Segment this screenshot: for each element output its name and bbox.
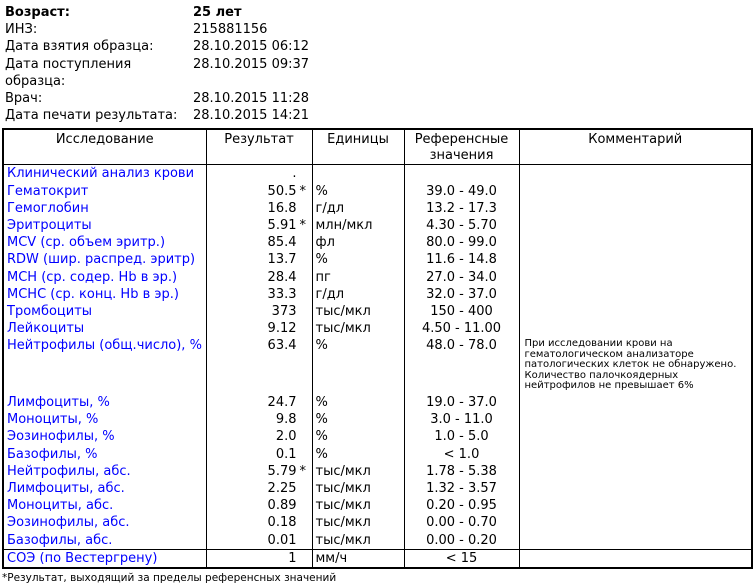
units-cell: % [312,337,404,394]
result-cell [206,303,312,320]
reference-range-cell: 80.0 - 99.0 [404,234,519,251]
test-name-cell: Эритроциты [3,217,206,234]
meta-label: Дата печати результата: [5,108,178,124]
reference-range-cell: 1.32 - 3.57 [404,480,519,497]
table-row [3,411,752,428]
result-value: 85.4 [267,235,297,251]
reference-range-cell: 32.0 - 37.0 [404,286,519,303]
result-cell [206,234,312,251]
comment-cell [519,217,752,234]
units-cell: тыс/мкл [312,514,404,531]
result-value: 2.0 [275,429,297,445]
units-cell [312,165,404,183]
comment-cell [519,532,752,550]
reference-range-cell: 48.0 - 78.0 [404,337,519,394]
units-cell: тыс/мкл [312,303,404,320]
table-row [3,217,752,234]
result-value: 373 [271,304,297,320]
table-row [3,463,752,480]
result-value: 13.7 [267,252,297,268]
test-name-cell: Базофилы, абс. [3,532,206,550]
units-cell: тыс/мкл [312,320,404,337]
result-value: 33.3 [267,286,297,302]
results-table-body [3,165,752,568]
table-row [3,286,752,303]
comment-cell [519,303,752,320]
out-of-range-flag: * [299,463,306,479]
test-name-cell: Тромбоциты [3,303,206,320]
test-name-cell: Нейтрофилы (общ.число), % [3,337,206,394]
result-value: 63.4 [267,338,297,354]
comment-cell [519,269,752,286]
table-row [3,514,752,531]
reference-range-cell: 4.50 - 11.00 [404,320,519,337]
test-name-cell: Лимфоциты, абс. [3,480,206,497]
result-cell [206,200,312,217]
reference-range-cell: < 1.0 [404,446,519,463]
test-name-cell: RDW (шир. распред. эритр) [3,251,206,268]
result-value: 0.1 [275,446,297,462]
meta-value: 28.10.2015 11:28 [193,91,310,107]
meta-label: Возраст: [5,5,70,20]
result-value: 1 [288,550,297,566]
result-cell [206,497,312,514]
reference-range-cell: < 15 [404,549,519,568]
table-row [3,337,752,394]
units-cell: тыс/мкл [312,480,404,497]
result-cell [206,514,312,531]
table-row [3,234,752,251]
meta-value: 25 лет [193,5,242,20]
comment-cell: При исследовании крови на гематологическом анализаторе патологических клеток не обнаружено. Количество палочкоядерных нейтрофилов не превышает 6% [519,337,752,394]
result-cell [206,480,312,497]
table-row [3,532,752,550]
result-value: 0.01 [267,532,297,548]
result-cell [206,446,312,463]
header-cell-comment: Комментарий [519,129,752,165]
meta-label: Дата взятия образца: [5,39,154,55]
units-cell: % [312,428,404,445]
table-row [3,269,752,286]
meta-row-sample-taken [5,38,753,55]
result-value: 9.12 [267,321,297,337]
reference-range-cell: 150 - 400 [404,303,519,320]
result-cell [206,337,312,394]
comment-cell [519,514,752,531]
table-row [3,549,752,568]
test-name-cell: СОЭ (по Вестергрену) [3,549,206,568]
result-value: . [292,166,297,182]
comment-cell [519,463,752,480]
meta-row-doctor [5,90,753,107]
table-row [3,165,752,183]
comment-cell [519,411,752,428]
table-row [3,303,752,320]
table-row [3,446,752,463]
comment-cell [519,200,752,217]
units-cell: г/дл [312,286,404,303]
comment-cell [519,286,752,303]
reference-range-cell: 11.6 - 14.8 [404,251,519,268]
results-table [2,128,753,569]
comment-cell [519,251,752,268]
footnote: *Результат, выходящий за пределы референсных значений [2,571,337,584]
test-name-cell: MCV (ср. объем эритр.) [3,234,206,251]
reference-range-cell: 0.00 - 0.70 [404,514,519,531]
reference-range-cell: 0.00 - 0.20 [404,532,519,550]
comment-cell [519,183,752,200]
test-name-cell: Лимфоциты, % [3,394,206,411]
comment-cell [519,446,752,463]
result-cell [206,549,312,568]
meta-value: 28.10.2015 09:37 [193,56,310,72]
meta-row-print-date [5,107,753,124]
meta-label: Дата поступления образца: [5,56,132,89]
units-cell: фл [312,234,404,251]
test-name-cell: Моноциты, абс. [3,497,206,514]
result-cell [206,286,312,303]
units-cell: % [312,251,404,268]
meta-row-sample-received [5,56,753,90]
units-cell: % [312,394,404,411]
result-cell [206,217,312,234]
meta-value: 215881156 [193,22,268,38]
meta-row-age [5,4,753,21]
comment-cell [519,480,752,497]
test-name-cell: Нейтрофилы, абс. [3,463,206,480]
results-table-header [3,129,752,165]
result-value: 2.25 [267,480,297,496]
units-cell: мм/ч [312,549,404,568]
meta-row-inz [5,21,753,38]
meta-label: ИНЗ: [5,22,38,38]
test-name-cell: Эозинофилы, % [3,428,206,445]
reference-range-cell: 13.2 - 17.3 [404,200,519,217]
result-cell [206,269,312,286]
out-of-range-flag: * [299,218,306,234]
reference-range-cell [404,165,519,183]
meta-label: Врач: [5,91,43,107]
table-row [3,183,752,200]
table-row [3,497,752,514]
test-name-cell: Гемоглобин [3,200,206,217]
table-row [3,251,752,268]
meta-value: 28.10.2015 06:12 [193,39,310,55]
result-value: 9.8 [275,412,297,428]
comment-cell [519,234,752,251]
result-cell [206,411,312,428]
report-header [0,0,753,124]
result-cell [206,463,312,480]
header-cell-test: Исследование [3,129,206,165]
units-cell: тыс/мкл [312,497,404,514]
header-row [3,129,752,165]
out-of-range-flag: * [299,183,306,199]
result-cell [206,532,312,550]
result-cell [206,320,312,337]
header-cell-reference: Референсные значения [404,129,519,165]
header-cell-units: Единицы [312,129,404,165]
units-cell: пг [312,269,404,286]
result-value: 24.7 [267,394,297,410]
reference-range-cell: 0.20 - 0.95 [404,497,519,514]
reference-range-cell: 19.0 - 37.0 [404,394,519,411]
table-row [3,394,752,411]
comment-cell [519,497,752,514]
units-cell: % [312,183,404,200]
result-cell [206,251,312,268]
header-cell-result: Результат [206,129,312,165]
test-name-cell: Гематокрит [3,183,206,200]
comment-cell [519,165,752,183]
meta-value: 28.10.2015 14:21 [193,108,310,124]
test-name-cell: Клинический анализ крови [3,165,206,183]
reference-range-cell: 1.78 - 5.38 [404,463,519,480]
comment-cell [519,320,752,337]
result-value: 5.91 [267,218,297,234]
comment-cell [519,394,752,411]
result-value: 28.4 [267,269,297,285]
test-name-cell: Моноциты, % [3,411,206,428]
result-value: 5.79 [267,463,297,479]
table-row [3,428,752,445]
result-value: 50.5 [267,183,297,199]
units-cell: % [312,446,404,463]
result-value: 0.18 [267,515,297,531]
result-cell [206,183,312,200]
reference-range-cell: 3.0 - 11.0 [404,411,519,428]
table-row [3,200,752,217]
comment-cell [519,549,752,568]
test-name-cell: Лейкоциты [3,320,206,337]
table-row [3,480,752,497]
result-cell [206,394,312,411]
reference-range-cell: 1.0 - 5.0 [404,428,519,445]
units-cell: тыс/мкл [312,532,404,550]
table-row [3,320,752,337]
units-cell: тыс/мкл [312,463,404,480]
test-name-cell: MCH (ср. содер. Hb в эр.) [3,269,206,286]
reference-range-cell: 39.0 - 49.0 [404,183,519,200]
reference-range-cell: 27.0 - 34.0 [404,269,519,286]
test-name-cell: Базофилы, % [3,446,206,463]
result-value: 16.8 [267,200,297,216]
result-value: 0.89 [267,498,297,514]
units-cell: % [312,411,404,428]
comment-cell [519,428,752,445]
result-cell [206,428,312,445]
result-cell [206,165,312,183]
units-cell: г/дл [312,200,404,217]
reference-range-cell: 4.30 - 5.70 [404,217,519,234]
test-name-cell: MCHC (ср. конц. Hb в эр.) [3,286,206,303]
test-name-cell: Эозинофилы, абс. [3,514,206,531]
units-cell: млн/мкл [312,217,404,234]
